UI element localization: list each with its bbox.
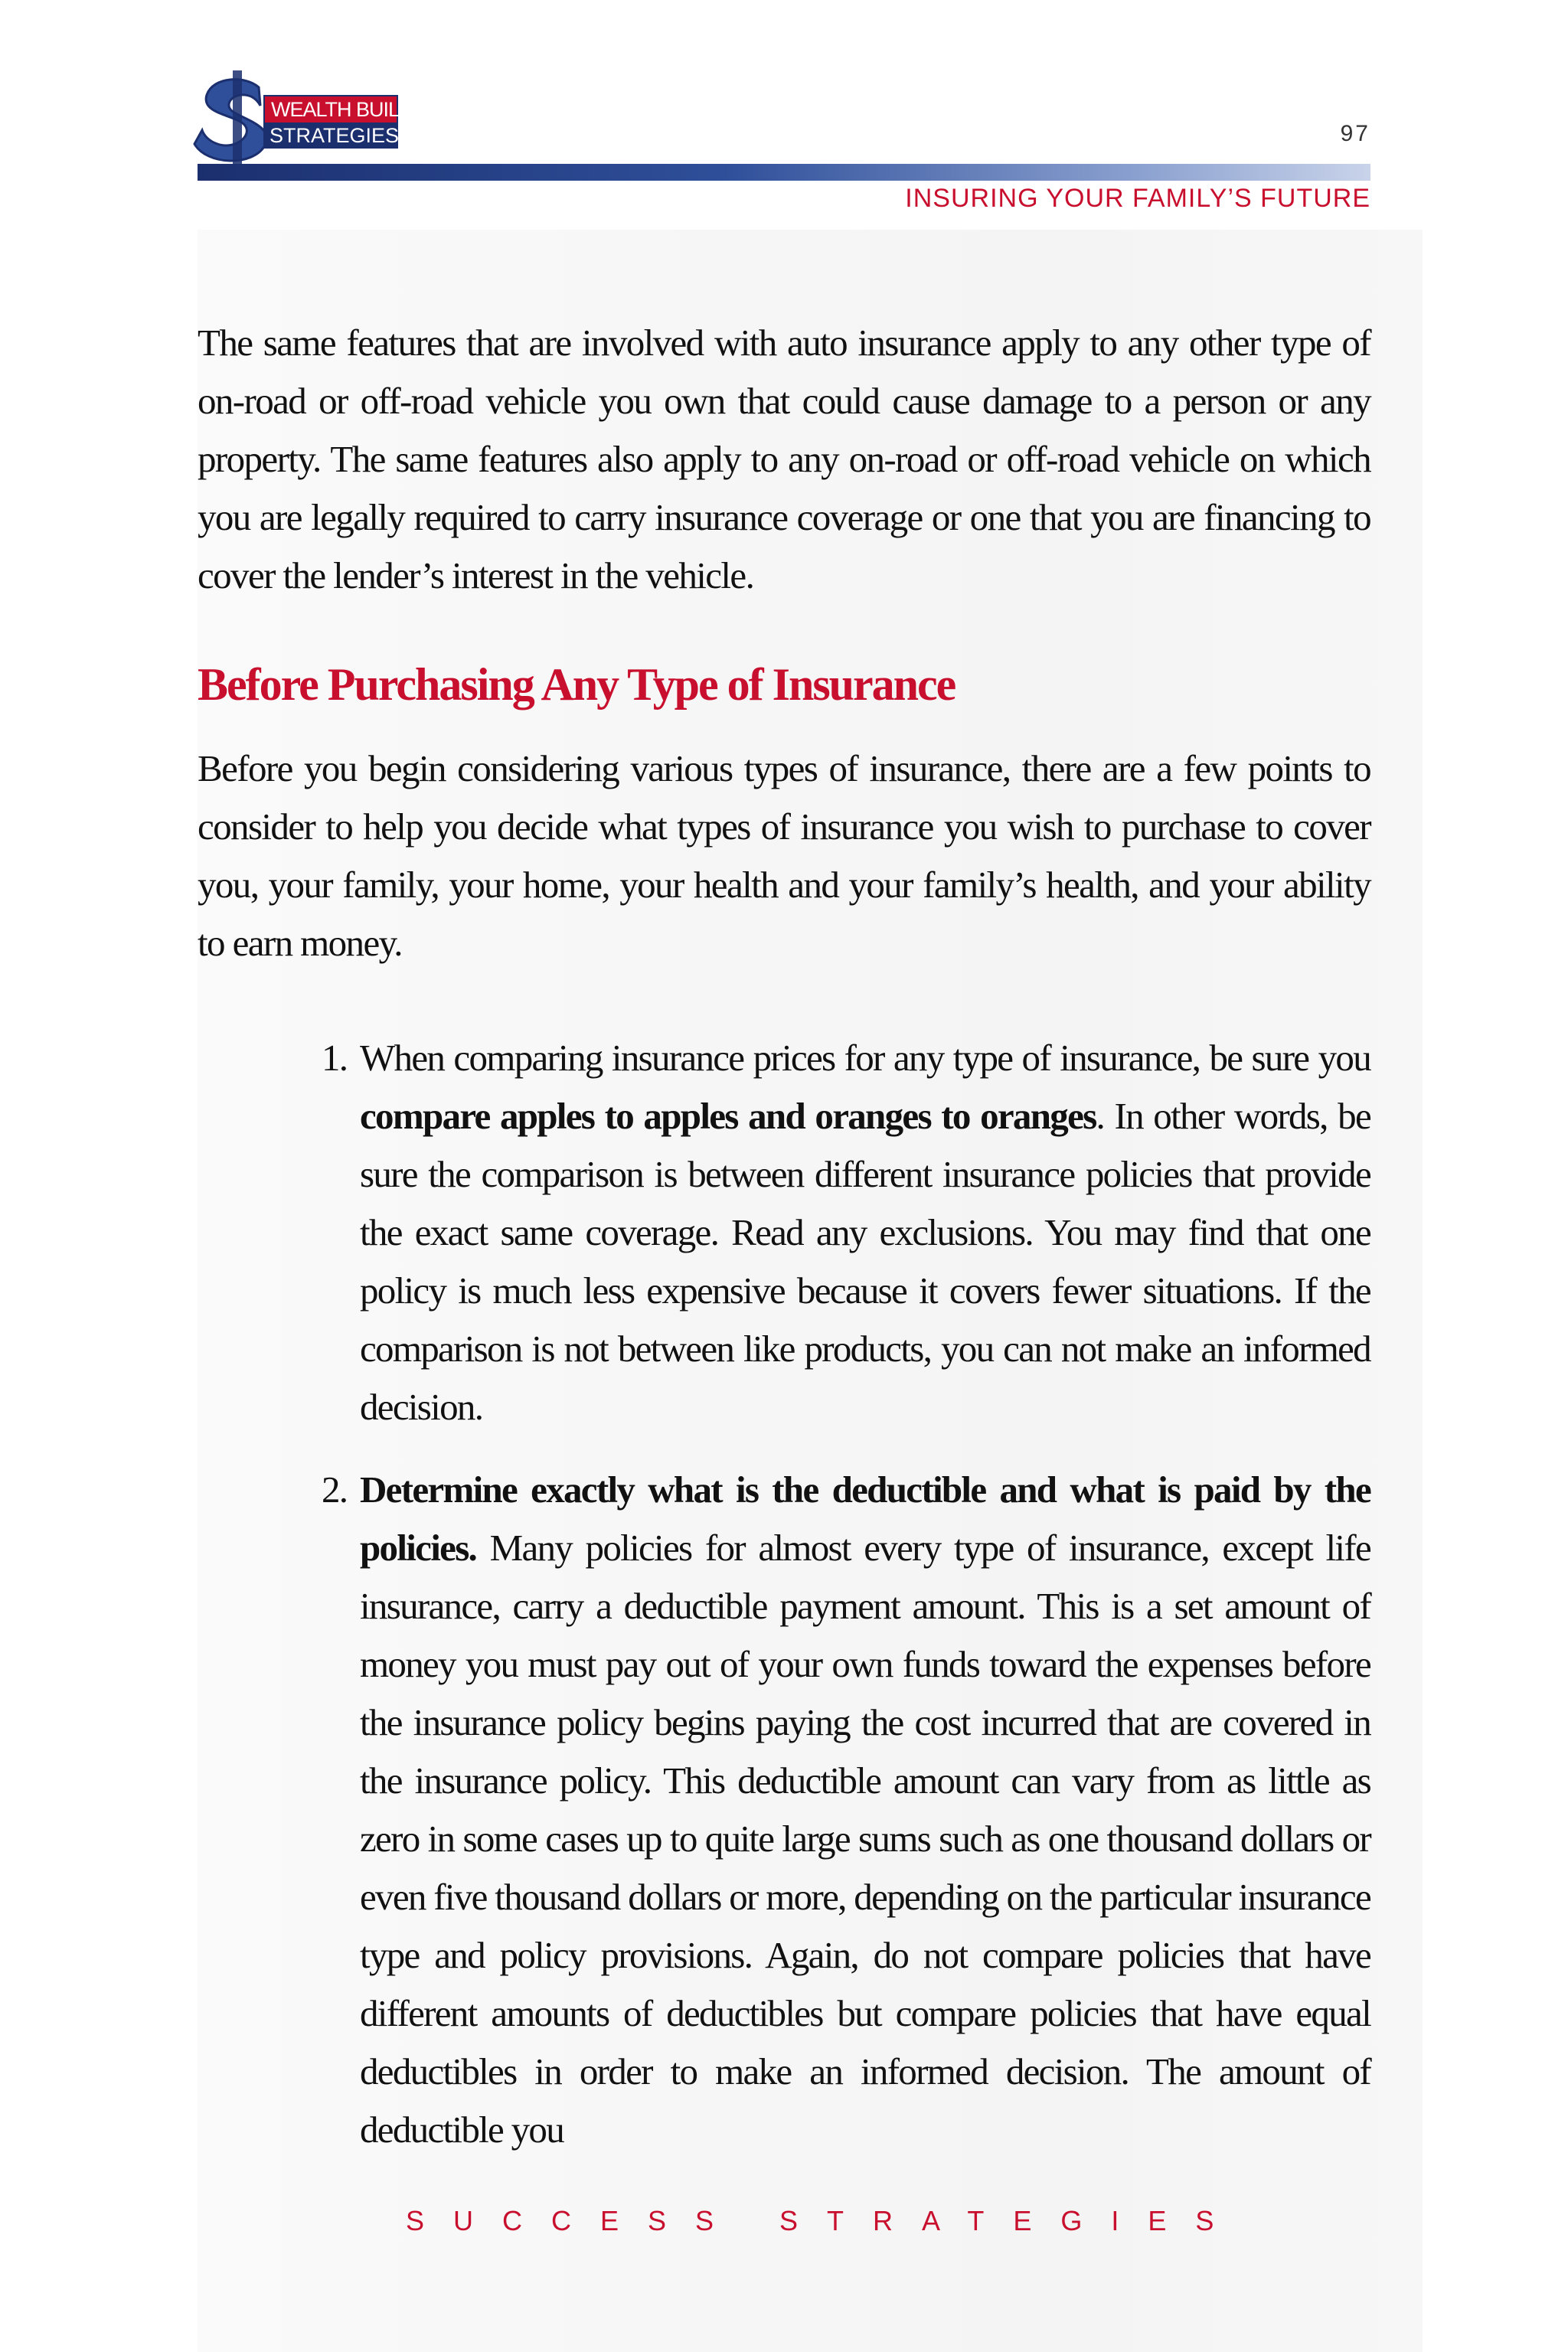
list-item-text-continued: Many policies for almost every type of insurance, except life insurance, carry a deductible payment amount. This is a set amount of money you must pay out of your own funds toward the expenses before the insurance policy begins paying the cost incurred that are covered in the insurance policy. This deductible amount can vary from as little as zero in some cases up to quite large sums such as one thousand dollars or even five thousand dollars or more, depending on the particular insurance type and policy provisions. Again, do not compare policies that have different amounts of deductibles but compare policies that have equal deductibles in order to make an informed decision. The amount of deductible you xyxy=(360,1527,1370,2151)
list-item xyxy=(322,1461,1370,2159)
section-paragraph: Before you begin considering various types of insurance, there are a few points to consider to help you decide what types of insurance you wish to purchase to cover you, your family, your home, your health and your family’s health, and your ability to earn money. xyxy=(198,747,1370,964)
list-item-emphasis: Determine exactly what is the deductible and what is paid by the policies. xyxy=(360,1468,1370,1569)
section-heading: Before Purchasing Any Type of Insurance xyxy=(198,659,956,710)
running-head: INSURING YOUR FAMILY’S FUTURE xyxy=(905,184,1370,213)
intro-paragraph: The same features that are involved with auto insurance apply to any other type of on-road or off-road vehicle you own that could cause damage to a person or any property. The same features also apply to any on-road or off-road vehicle on which you are legally required to carry insurance coverage or one that you are financing to cover the lender’s interest in the vehicle. xyxy=(198,322,1370,596)
list-item-emphasis: compare apples to apples and oranges to oranges xyxy=(360,1095,1096,1137)
logo-line-wealth-building: WEALTH BUILDING xyxy=(263,95,398,122)
footer-tagline: SUCCESS STRATEGIES xyxy=(406,2205,1243,2236)
list-item xyxy=(322,1029,1370,1436)
list-item-number: 2. xyxy=(322,1468,348,1511)
logo-wordmark xyxy=(263,95,448,150)
publisher-logo xyxy=(191,70,448,170)
list-item-text-continued: . In other words, be sure the comparison is between different insurance policies that provide the exact same coverage. Read any exclusions. You may find that one policy is much less expensive because it covers fewer situations. If the comparison is not between like products, you can not make an informed decision. xyxy=(360,1095,1370,1428)
page-number: 97 xyxy=(1340,121,1370,146)
logo-line-strategies: STRATEGIES xyxy=(263,122,398,149)
list-item-text: When comparing insurance prices for any type of insurance, be sure you xyxy=(360,1037,1370,1079)
header-rule xyxy=(198,164,1370,181)
list-item-number: 1. xyxy=(322,1037,348,1079)
